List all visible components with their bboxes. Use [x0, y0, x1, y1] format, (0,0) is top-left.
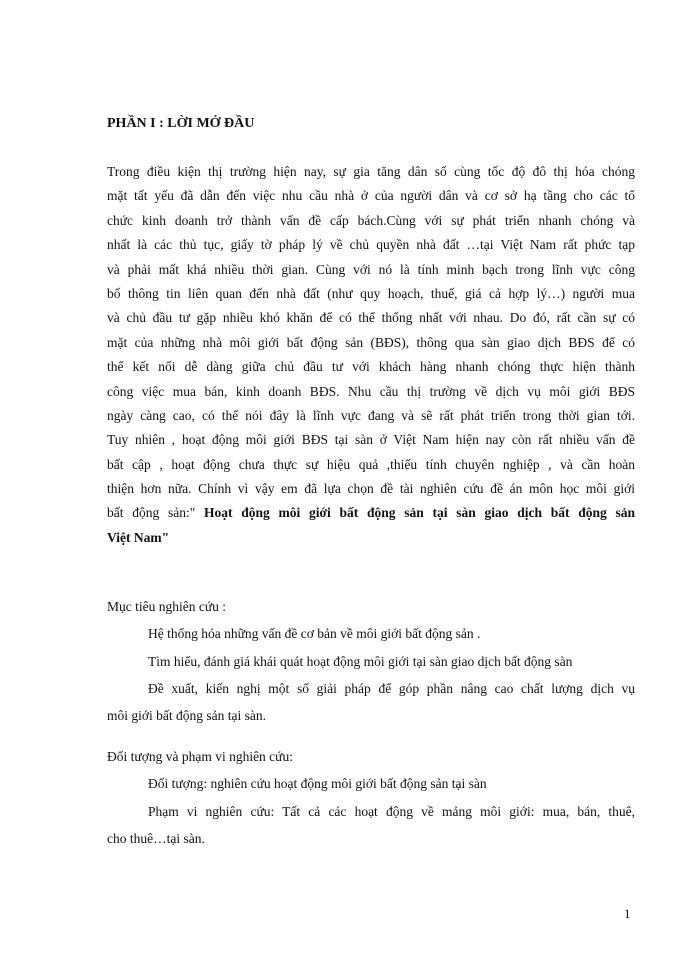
paragraph-line [107, 501, 635, 525]
intro-paragraph [107, 160, 635, 550]
thesis-title-end: Việt Nam" [107, 529, 170, 545]
paragraph-line: công việc mua bán, kinh doanh BĐS. Nhu cầu thị trường về dịch vụ môi giới BĐS [107, 383, 635, 399]
page-number: 1 [624, 906, 631, 921]
section-heading: PHẦN I : LỜI MỞ ĐẦU [107, 116, 255, 131]
objectives-label: Mục tiêu nghiên cứu : [107, 599, 227, 614]
paragraph-line: Tuy nhiên , hoạt động môi giới BĐS tại sàn ở Việt Nam hiện nay còn rất nhiều vấn đề [107, 432, 635, 448]
paragraph-line: và chủ đầu tư gặp nhiều khó khăn để có thể thống nhất với nhau. Do đó, rất cần sự có [107, 310, 635, 326]
objectives-section [107, 593, 635, 729]
thesis-title: Hoạt động môi giới bất động sản tại sàn giao dịch bất động sản [195, 505, 635, 521]
scope-item-continuation: cho thuê…tại sàn. [107, 830, 205, 846]
objective-item: Tìm hiểu, đánh giá khái quát hoạt động môi giới tại sàn giao dịch bất động sàn [148, 653, 573, 669]
scope-label: Đối tượng và phạm vi nghiên cứu: [107, 749, 293, 764]
paragraph-line: Trong điều kiện thị trường hiện nay, sự gia tăng dân số cùng tốc độ đô thị hóa chóng [107, 164, 635, 179]
objective-item-continuation: môi giới bất động sản tại sàn. [107, 708, 266, 724]
paragraph-line: thiện hơn nữa. Chính vì vậy em đã lựa chọn đề tài nghiên cứu đề án môn học môi giới [107, 481, 635, 497]
paragraph-line [107, 526, 635, 550]
paragraph-line: chức kinh doanh trở thành vấn đề cấp bách.Cùng với sự phát triển nhanh chóng và [107, 212, 635, 228]
paragraph-line: mặt tất yếu đã dẫn đến việc nhu cầu nhà ở của người dân và cơ sở hạ tầng cho các tổ [107, 188, 635, 204]
scope-item: Đối tượng: nghiên cứu hoạt động môi giới bất động sản tại sàn [148, 776, 487, 792]
scope-section [107, 743, 635, 852]
scope-item: Phạm vi nghiên cứu: Tất cả các hoạt động về mảng môi giới: mua, bán, thuê, [148, 803, 635, 819]
paragraph-line: mặt của những nhà môi giới bất động sản (BĐS), thông qua sàn giao dịch BĐS để có [107, 334, 635, 350]
paragraph-line: ngày càng cao, có thể nói đây là lĩnh vực đang và sẽ rất phát triển trong thời gian tới. [107, 407, 635, 423]
objective-item: Đề xuất, kiến nghị một số giải pháp để góp phần nâng cao chất lượng dịch vụ [148, 680, 635, 696]
paragraph-line: thể kết nối dễ dàng giữa chủ đầu tư với khách hàng nhanh chóng thực hiện thành [107, 359, 635, 375]
thesis-lead-text: bất động sản:" [107, 505, 196, 521]
paragraph-line: bất cập , hoạt động chưa thực sự hiệu quả ,thiếu tính chuyên nghiệp , và cần hoàn [107, 456, 635, 472]
paragraph-line: và phải mất khá nhiều thời gian. Cùng với nó là tính minh bạch trong lĩnh vực công [107, 261, 635, 277]
paragraph-line: bố thông tin liên quan đến nhà đất (như quy hoạch, thuế, giá cả hợp lý…) người mua [107, 285, 635, 301]
objective-item: Hệ thống hóa những vấn đề cơ bản về môi giới bất động sản . [148, 626, 481, 642]
paragraph-line: nhất là các thủ tục, giấy tờ pháp lý về chủ quyền nhà đất …tại Việt Nam rất phức tạp [107, 237, 635, 253]
